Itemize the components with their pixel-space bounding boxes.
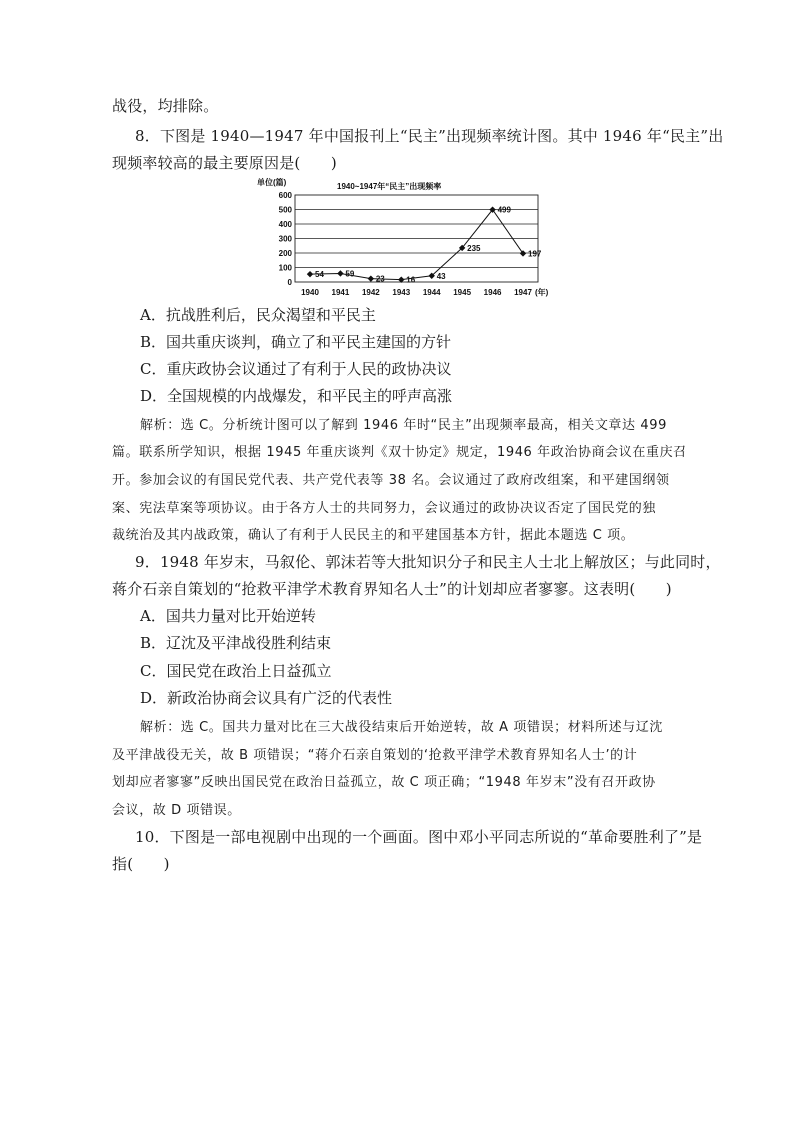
x-tick-label: 1943	[392, 288, 411, 297]
x-tick-label: 1945	[453, 288, 472, 297]
chart-xlabel: (年)	[535, 288, 549, 297]
q8-analysis-line-3: 开。参加会议的有国民党代表、共产党代表等 38 名。会议通过了政府改组案，和平建国纲领	[112, 473, 670, 488]
q8-option-a[interactable]: A．抗战胜利后，民众渴望和平民主	[140, 306, 376, 324]
y-tick-label: 400	[278, 220, 292, 229]
q8-analysis-line-5: 裁统治及其内战政策，确认了有利于人民民主的和平建国基本方针，据此本题选 C 项。	[112, 528, 635, 543]
y-tick-label: 100	[278, 263, 292, 273]
q9-analysis-line-1: 解析：选 C。国共力量对比在三大战役结束后开始逆转，故 A 项错误；材料所述与辽沈	[140, 720, 663, 735]
x-tick-label: 1942	[361, 288, 380, 297]
data-label: 499	[497, 205, 511, 215]
q9-option-c[interactable]: C．国民党在政治上日益孤立	[140, 662, 332, 680]
q9-analysis-line-4: 会议，故 D 项错误。	[112, 803, 241, 818]
q8-option-b[interactable]: B．国共重庆谈判，确立了和平民主建国的方针	[140, 333, 452, 351]
data-label: 54	[315, 270, 324, 280]
data-point-marker	[337, 270, 343, 276]
chart-svg	[257, 173, 555, 298]
q8-stem-line-2: 现频率较高的最主要原因是( )	[112, 154, 337, 172]
q8-analysis-line-2: 篇。联系所学知识，根据 1945 年重庆谈判《双十协定》规定，1946 年政治协商会议在重庆召	[112, 445, 687, 460]
data-label: 43	[436, 271, 446, 281]
chart-labels	[279, 191, 542, 297]
data-label: 23	[375, 274, 385, 284]
chart-ylabel: 单位(篇)	[257, 178, 287, 187]
q8-analysis-line-4: 案、宪法草案等项协议。由于各方人士的共同努力，会议通过的政协决议否定了国民党的独	[112, 501, 657, 516]
x-tick-label: 1947	[514, 288, 532, 297]
x-tick-label: 1941	[331, 288, 350, 297]
chart-series	[307, 206, 526, 282]
data-label: 59	[345, 269, 355, 279]
q10-stem-line-1: 10．下图是一部电视剧中出现的一个画面。图中邓小平同志所说的“革命要胜利了”是	[135, 828, 703, 846]
q7-tail-text: 战役，均排除。	[112, 97, 219, 115]
q8-analysis-line-1: 解析：选 C。分析统计图可以了解到 1946 年时“民主”出现频率最高，相关文章达 499	[140, 418, 667, 433]
data-point-marker	[307, 271, 313, 277]
y-tick-label: 600	[278, 191, 292, 200]
q9-analysis-line-3: 划却应者寥寥”反映出国民党在政治日益孤立，故 C 项正确；“1948 年岁末”没有召开政协	[112, 775, 656, 790]
x-tick-label: 1940	[301, 288, 319, 297]
data-label: 16	[406, 275, 416, 285]
x-tick-label: 1946	[483, 288, 502, 297]
q10-stem-line-2: 指( )	[112, 855, 170, 873]
data-label: 235	[467, 243, 481, 253]
data-point-marker	[520, 250, 526, 256]
q8-stem-line-1: 8．下图是 1940—1947 年中国报刊上“民主”出现频率统计图。其中 1946 年“民主”出	[135, 127, 724, 145]
q9-stem-line-2: 蒋介石亲自策划的“抢救平津学术教育界知名人士”的计划却应者寥寥。这表明( )	[112, 580, 672, 598]
series-line	[310, 210, 523, 280]
q9-option-b[interactable]: B．辽沈及平津战役胜利结束	[140, 634, 332, 652]
y-tick-label: 200	[278, 249, 292, 258]
data-label: 197	[528, 249, 542, 259]
x-tick-label: 1944	[422, 288, 441, 297]
chart-title: 1940~1947年“民主”出现频率	[337, 182, 442, 191]
y-tick-label: 300	[278, 234, 292, 244]
y-tick-label: 0	[287, 278, 292, 287]
q9-analysis-line-2: 及平津战役无关，故 B 项错误；“蒋介石亲自策划的‘抢救平津学术教育界知名人士’的计	[112, 748, 638, 763]
q8-option-d[interactable]: D．全国规模的内战爆发，和平民主的呼声高涨	[140, 387, 453, 405]
q9-stem-line-1: 9．1948 年岁末，马叙伦、郭沫若等大批知识分子和民主人士北上解放区；与此同时，	[135, 553, 721, 571]
data-point-marker	[368, 275, 374, 281]
y-tick-label: 500	[278, 205, 292, 215]
q9-option-a[interactable]: A．国共力量对比开始逆转	[140, 607, 316, 625]
q8-option-c[interactable]: C．重庆政协会议通过了有利于人民的政协决议	[140, 360, 452, 378]
q9-option-d[interactable]: D．新政治协商会议具有广泛的代表性	[140, 689, 393, 707]
frequency-line-chart	[257, 173, 555, 298]
